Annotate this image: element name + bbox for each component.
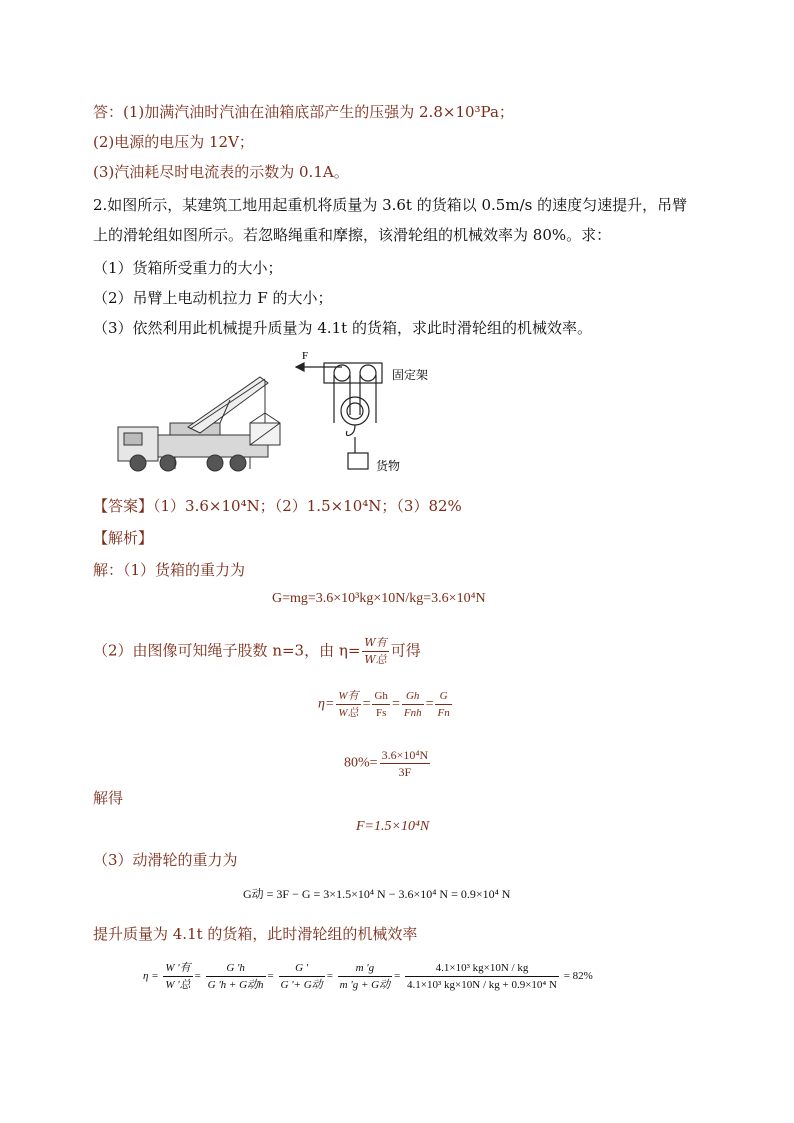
analysis-label: 【解析】: [93, 529, 154, 547]
f1-den: W '总: [165, 979, 191, 991]
fnh-den: Fnh: [403, 707, 422, 719]
eq3-left: 80%=: [344, 755, 378, 771]
f2: [206, 960, 266, 993]
answer-text: （1）3.6×10⁴N；（2）1.5×10⁴N；（3）82%: [153, 497, 462, 515]
force-label: F: [302, 350, 309, 362]
fs-den: Fs: [376, 707, 387, 719]
step2-row: [93, 635, 421, 668]
equation-force: F=1.5×10⁴N: [356, 819, 430, 834]
equation-gravity: G=mg=3.6×10³kg×10N/kg=3.6×10⁴N: [272, 591, 486, 606]
eq-sign: =: [425, 696, 434, 712]
pulley-system-drawing: [296, 363, 382, 469]
crane-figure: [110, 345, 429, 475]
f4-num: m 'g: [338, 960, 392, 977]
question-stem-1: 2.如图所示，某建筑工地用起重机将质量为 3.6t 的货箱以 0.5m/s 的速度匀速提升，吊臂: [93, 196, 688, 214]
g-num: G: [435, 688, 451, 705]
answer-line-2: (2)电源的电压为 12V；: [93, 133, 254, 151]
f1: [163, 960, 192, 993]
gh-num: Gh: [372, 688, 389, 705]
f3-den: G '+ G动: [280, 979, 323, 991]
eq3-fraction: [380, 747, 431, 780]
f4-den: m 'g + G动: [339, 979, 391, 991]
step2-prefix: （2）由图像可知绳子股数 n=3，由 η=: [93, 641, 361, 660]
w-useful: W有: [362, 635, 388, 652]
eta-num: W有: [336, 688, 360, 705]
eta-fraction: [336, 688, 360, 721]
equation-pulley-weight: G动 = 3F − G = 3×1.5×10⁴ N − 3.6×10⁴ N = 0.9×10⁴ N: [243, 887, 511, 901]
answer-label: 【答案】: [93, 497, 154, 515]
eq3-den: 3F: [398, 765, 412, 779]
f2-den: G 'h + G动h: [207, 979, 264, 991]
gh-fnh-fraction: [402, 688, 424, 721]
final-result: = 82%: [563, 970, 593, 983]
eta-den: W总: [338, 707, 359, 719]
eq-sign: =: [362, 696, 371, 712]
equation-new-efficiency: η = $\frac{\text{W '有}}{\text{W '总}}$ = $\frac{G 'h}{\text{G 'h + G动h}}$ = $\frac{G '}{\text{G '+ G动}}$ = $\frac{m 'g}{\text{m 'g + G动}}$ = $\frac{\text{4.1×10³ kg×10N / kg}}{\text{4.1×10³ kg×10N / kg + 0.9×10⁴ N}}$ = 82%: [143, 962, 593, 991]
eq-sign: =: [391, 696, 400, 712]
f2-num: G 'h: [206, 960, 266, 977]
fn-den: Fn: [437, 707, 450, 719]
answer-line-3: (3)汽油耗尽时电流表的示数为 0.1A。: [93, 163, 349, 181]
eta-label: η =: [143, 970, 159, 983]
crane-truck-drawing: [118, 377, 280, 471]
solution-intro: 解：（1）货箱的重力为: [93, 561, 246, 579]
f3: [279, 960, 325, 993]
question-stem-2: 上的滑轮组如图所示。若忽略绳重和摩擦，该滑轮组的机械效率为 80%。求：: [93, 226, 612, 244]
equation-efficiency-chain: [318, 688, 454, 721]
f4: [338, 960, 392, 993]
sub-question-2: （2）吊臂上电动机拉力 F 的大小；: [93, 289, 333, 307]
f5-den: 4.1×10³ kg×10N / kg + 0.9×10⁴ N: [407, 979, 557, 991]
step3-efficiency-intro: 提升质量为 4.1t 的货箱，此时滑轮组的机械效率: [93, 925, 418, 943]
cargo-label: 货物: [376, 459, 401, 473]
sub-question-3: （3）依然利用此机械提升质量为 4.1t 的货箱，求此时滑轮组的机械效率。: [93, 319, 592, 337]
f5-num: 4.1×10³ kg×10N / kg: [405, 960, 559, 977]
gh-fs-fraction: [372, 688, 389, 721]
f3-num: G ': [279, 960, 325, 977]
gh-num-2: Gh: [402, 688, 424, 705]
step3-intro: （3）动滑轮的重力为: [93, 851, 238, 869]
f1-num: W '有: [163, 960, 192, 977]
answer-row: [93, 496, 462, 516]
f5: [405, 960, 559, 993]
g-fn-fraction: [435, 688, 451, 721]
efficiency-fraction: [362, 635, 388, 668]
answer-line-1: 答：(1)加满汽油时汽油在油箱底部产生的压强为 2.8×10³Pa；: [93, 103, 514, 121]
sub-question-1: （1）货箱所受重力的大小；: [93, 259, 283, 277]
equation-80-percent: [344, 747, 432, 780]
eta-symbol: η=: [318, 696, 335, 712]
step2-suffix: 可得: [390, 641, 421, 660]
w-total: W总: [364, 653, 387, 666]
eq3-num: 3.6×10⁴N: [381, 748, 429, 762]
solve-label: 解得: [93, 789, 124, 807]
fixed-frame-label: 固定架: [392, 368, 429, 382]
